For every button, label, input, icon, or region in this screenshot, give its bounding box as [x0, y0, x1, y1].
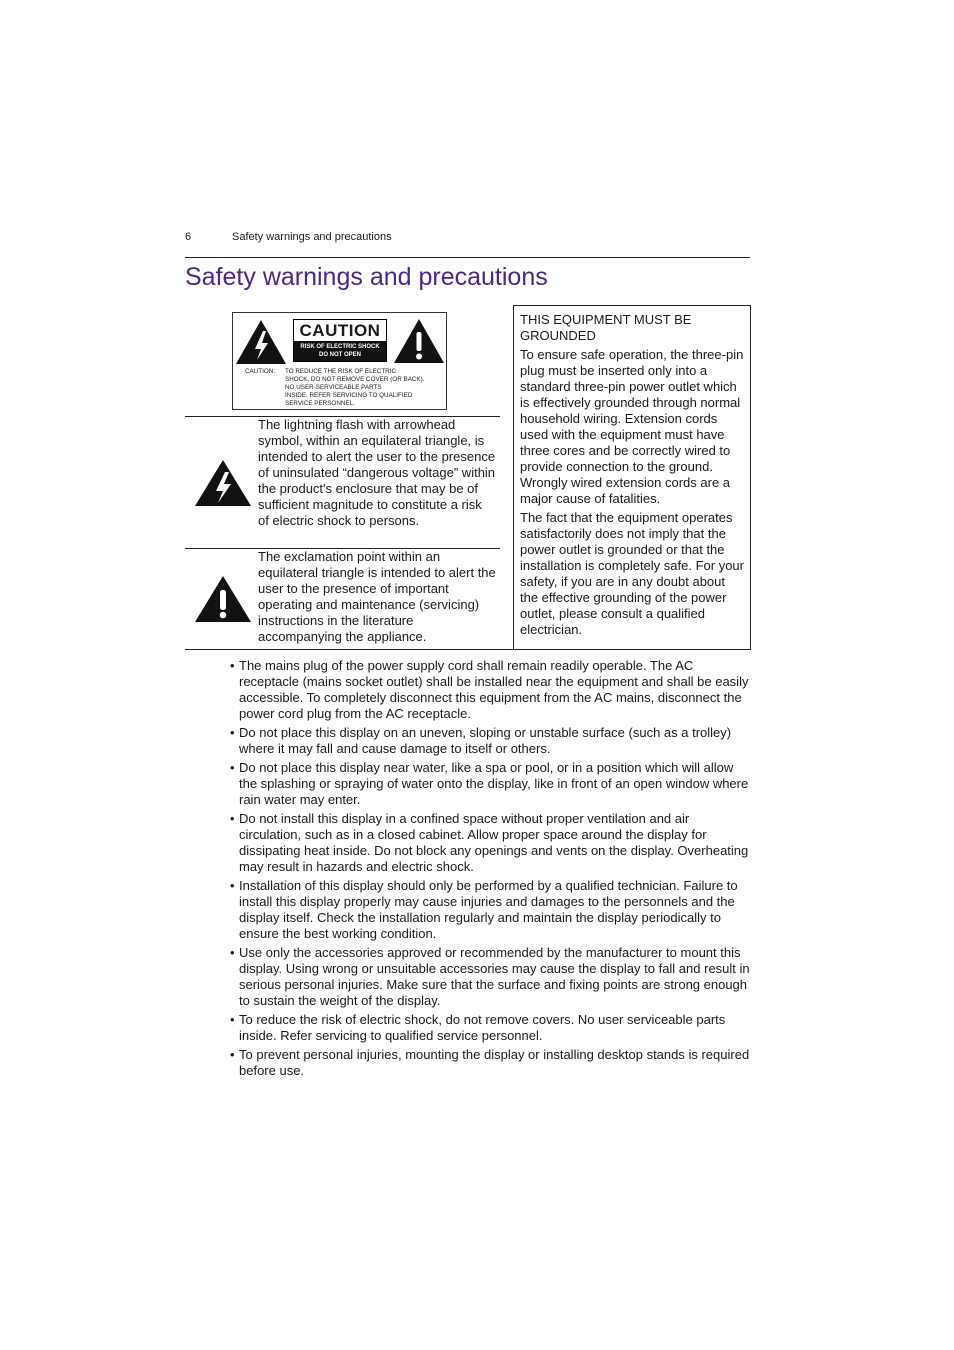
page-number: 6: [185, 231, 192, 243]
grounding-box: [513, 305, 751, 650]
exclamation-warning-icon: [393, 318, 445, 364]
list-item: • To prevent personal injuries, mounting the display or installing desktop stands is required before use.: [230, 1047, 750, 1079]
caution-box: [293, 319, 387, 362]
list-item: • Installation of this display should only be performed by a qualified technician. Failure to install this display properly may cause injuries and damages to the personnels and the display itself. Check the installation regularly and maintain the display periodically to ensure the best working condition.: [230, 878, 750, 942]
caution-fine-text: [285, 368, 455, 408]
caution-risk-line: RISK OF ELECTRIC SHOCK: [300, 344, 380, 350]
caution-label: [232, 312, 447, 410]
list-item: • Use only the accessories approved or recommended by the manufacturer to mount this display. Using wrong or unsuitable accessories may cause the display to fall and result in serious personal injuries. Make sure that the surface and fixing points are strong enough to sustain the weight of the display.: [230, 945, 750, 1009]
caution-risk-line: DO NOT OPEN: [318, 352, 361, 358]
list-item: • The mains plug of the power supply cord shall remain readily operable. The AC receptacle (mains socket outlet) shall be installed near the equipment and shall be easily accessible. To completely disconnect this equipment from the AC mains, disconnect the power cord plug from the AC receptacle.: [230, 658, 750, 722]
page-title: Safety warnings and precautions: [185, 263, 548, 291]
grounding-title: THIS EQUIPMENT MUST BE GROUNDED: [520, 312, 692, 343]
list-item: • Do not place this display on an uneven, sloping or unstable surface (such as a trolley) where it may fall and cause damage to itself or others.: [230, 725, 750, 757]
caution-fine-line: SHOCK, DO NOT REMOVE COVER (OR BACK).: [285, 376, 425, 383]
running-header: Safety warnings and precautions: [232, 231, 392, 243]
caution-fine-line: SERVICE PERSONNEL.: [285, 400, 355, 407]
caution-word: CAUTION: [299, 321, 381, 340]
lightning-symbol-description: The lightning flash with arrowhead symbol, within an equilateral triangle, is intended to alert the user to the presence of uninsulated “dangerous voltage” within the product's enclosure that may be of sufficient magnitude to constitute a risk of electric shock to persons.: [258, 417, 496, 528]
lightning-warning-icon: [235, 319, 287, 365]
safety-bullet-list: [230, 658, 750, 1082]
caution-risk: [294, 341, 386, 361]
caution-fine-label: CAUTION:: [245, 368, 276, 375]
list-item: • To reduce the risk of electric shock, do not remove covers. No user serviceable parts inside. Refer servicing to qualified service personnel.: [230, 1012, 750, 1044]
caution-fine-line: TO REDUCE THE RISK OF ELECTRIC: [285, 368, 397, 375]
exclamation-warning-icon: [194, 575, 252, 623]
exclamation-symbol-description: The exclamation point within an equilateral triangle is intended to alert the user to the presence of important operating and maintenance (servicing) instructions in the literature accompanying the appliance.: [258, 549, 496, 644]
caution-fine-line: NO USER-SERVICEABLE PARTS: [285, 384, 382, 391]
grounding-paragraph: The fact that the equipment operates satisfactorily does not imply that the power outlet is grounded or that the installation is completely safe. For your safety, if you are in any doubt about the effective grounding of the power outlet, please consult a qualified electrician.: [520, 510, 744, 637]
caution-fine-line: INSIDE. REFER SERVICING TO QUALIFIED: [285, 392, 413, 399]
lightning-warning-icon: [194, 459, 252, 507]
list-item: • Do not install this display in a confined space without proper ventilation and air circulation, such as in a closed cabinet. Allow proper space around the display for dissipating heat inside. Do not block any openings and vents on the display. Overheating may result in hazards and electric shock.: [230, 811, 750, 875]
header-rule: [185, 257, 750, 258]
grounding-paragraph: To ensure safe operation, the three-pin plug must be inserted only into a standard three-pin power outlet which is effectively grounded through normal household wiring. Extension cords used with the equipment must have three cores and be correctly wired to provide connection to the ground. Wrongly wired extension cords are a major cause of fatalities.: [520, 347, 744, 506]
list-item: • Do not place this display near water, like a spa or pool, or in a position which will allow the splashing or spraying of water onto the display, like in front of an open window where rain water may enter.: [230, 760, 750, 808]
